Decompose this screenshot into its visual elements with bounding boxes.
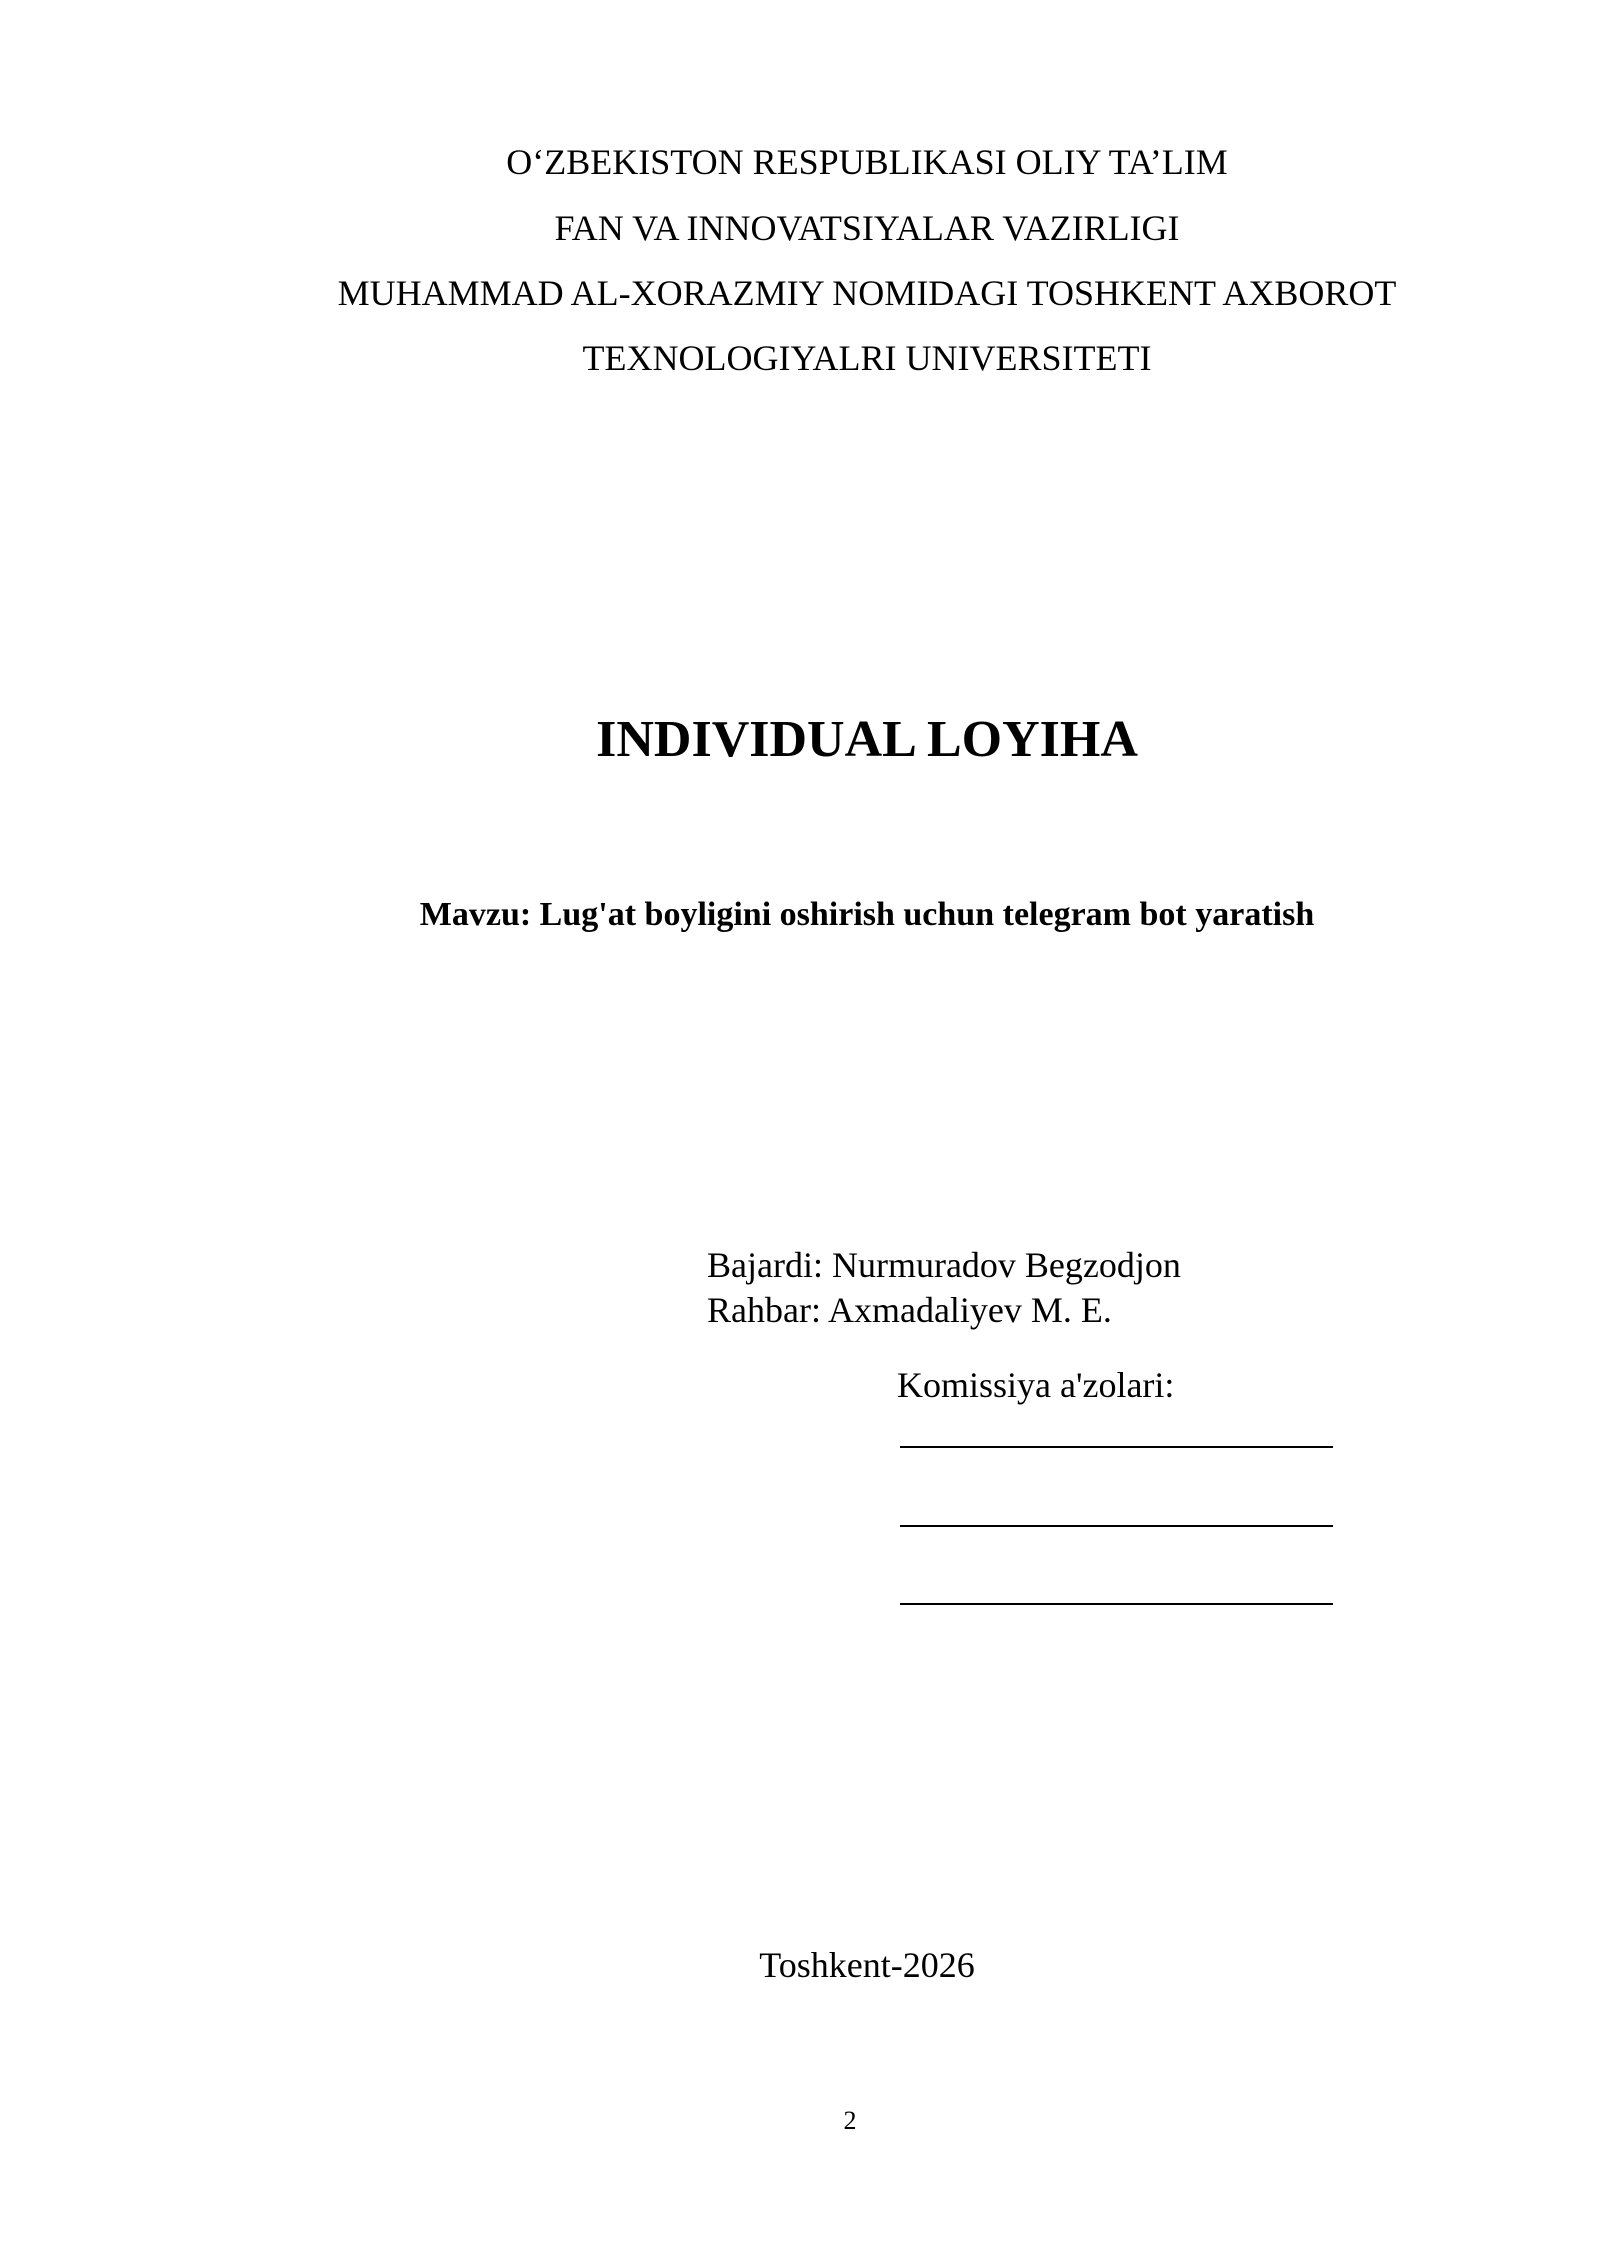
university-line-1: MUHAMMAD AL-XORAZMIY NOMIDAGI TOSHKENT AXBOROT	[337, 273, 1397, 313]
city-year: Toshkent-2026	[759, 1945, 975, 1985]
commission-signature-line-1	[900, 1446, 1333, 1448]
university-line-2: TEXNOLOGIYALRI UNIVERSITETI	[582, 338, 1152, 378]
ministry-line-1: O‘ZBEKISTON RESPUBLIKASI OLIY TA’LIM	[506, 142, 1228, 182]
commission-label: Komissiya a'zolari:	[897, 1365, 1175, 1405]
commission-signature-line-2	[900, 1525, 1333, 1527]
document-title: INDIVIDUAL LOYIHA	[596, 711, 1138, 768]
page-number: 2	[843, 2106, 857, 2135]
supervisor-line: Rahbar: Axmadaliyev M. E.	[707, 1290, 1112, 1330]
document-topic: Mavzu: Lug'at boyligini oshirish uchun telegram bot yaratish	[419, 896, 1315, 933]
ministry-line-2: FAN VA INNOVATSIYALAR VAZIRLIGI	[554, 208, 1180, 248]
performer-line: Bajardi: Nurmuradov Begzodjon	[707, 1245, 1181, 1285]
commission-signature-line-3	[900, 1603, 1333, 1605]
